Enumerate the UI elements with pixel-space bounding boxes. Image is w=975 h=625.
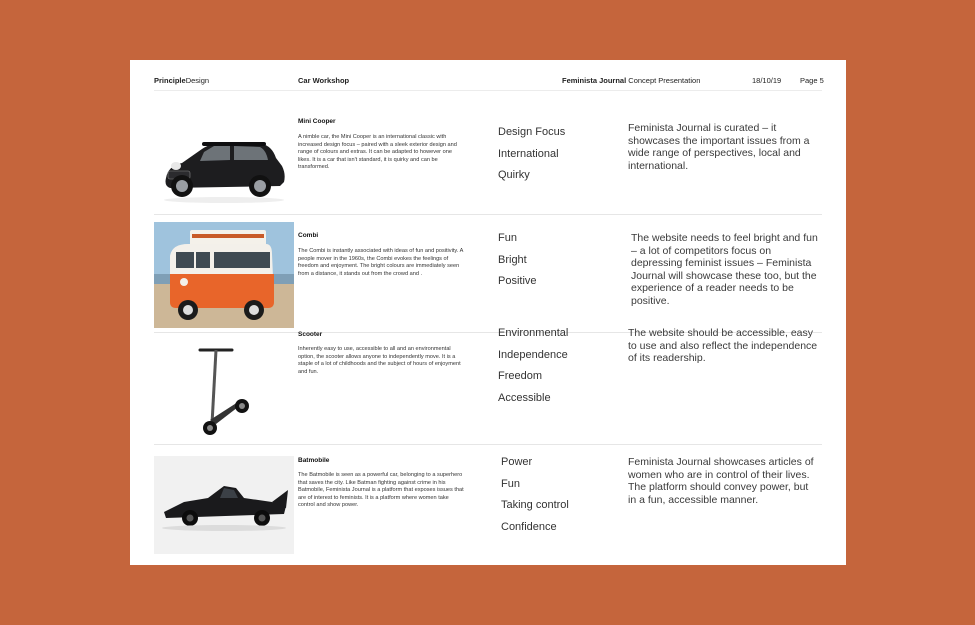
item-description: Inherently easy to use, accessible to all and an environmental option, the scooter allows anyone to independently move. It is a staple of a lot of childhoods and the subject of hours of enjoyment and fun. bbox=[298, 346, 461, 375]
client-label: Feminista Journal Concept Presentation bbox=[562, 76, 701, 85]
item-title: Scooter bbox=[298, 331, 323, 338]
keyword: Fun bbox=[498, 232, 517, 244]
item-description: The Combi is instantly associated with ideas of fun and positivity. A people mover in the 1960s, the Combi evokes the feelings of freedom and enjoyment. The bright colours are immediately seen from a distance, it stands out from the crowd and . bbox=[298, 248, 463, 277]
item-description: A nimble car, the Mini Cooper is an international classic with increased design focus – paired with a sleek exterior design and range of colours and extras. It can be adapted to however one likes. It is a car that isn't standard, it is quirky and can be transformed. bbox=[298, 134, 457, 171]
car-icon bbox=[154, 116, 294, 220]
keyword: International bbox=[498, 147, 559, 160]
keyword: Freedom bbox=[498, 370, 543, 382]
row-batmobile bbox=[154, 456, 834, 556]
keyword: Quirky bbox=[498, 169, 530, 181]
item-title: Mini Cooper bbox=[298, 118, 336, 125]
concept-statement: Feminista Journal showcases articles of women who are in control of their lives. The platform should convey power, but in a fun, accessible manner. bbox=[628, 456, 814, 506]
scooter-image bbox=[154, 338, 294, 442]
batmobile-icon bbox=[154, 456, 294, 554]
scooter-icon bbox=[154, 338, 294, 442]
combi-image bbox=[154, 222, 294, 328]
concept-statement: The website needs to feel bright and fun – a lot of competitors focus on depressing feminist issues – Feminista Journal will showcase these too, but the experience of a reader needs to be positive. bbox=[631, 232, 818, 307]
row-mini-cooper bbox=[154, 116, 834, 220]
keyword: Confidence bbox=[501, 520, 557, 533]
van-icon bbox=[154, 222, 294, 328]
item-description: The Batmobile is seen as a powerful car, belonging to a superhero that saves the city. Like Batman fighting against crime in his Batmobile, Feminista Journal is a platform that exposes issues that are of interest to feminists. It is a platform where women take control and show power. bbox=[298, 472, 464, 509]
row-combi bbox=[154, 222, 834, 328]
batmobile-image bbox=[154, 456, 294, 554]
header-divider bbox=[154, 90, 822, 91]
keyword: Taking control bbox=[501, 499, 569, 511]
keyword: Independence bbox=[498, 348, 568, 361]
keyword: Bright bbox=[498, 253, 527, 266]
keyword: Power bbox=[501, 456, 533, 468]
item-title: Batmobile bbox=[298, 457, 330, 464]
keyword-list bbox=[501, 456, 569, 542]
mini-cooper-image bbox=[154, 116, 294, 220]
keyword-list bbox=[498, 232, 537, 297]
keyword-list bbox=[498, 126, 565, 191]
row-divider bbox=[154, 214, 822, 215]
keyword: Design Focus bbox=[498, 126, 566, 138]
keyword: Accessible bbox=[498, 391, 551, 404]
item-title: Combi bbox=[298, 232, 319, 239]
keyword: Fun bbox=[501, 477, 520, 490]
presentation-sheet bbox=[130, 60, 846, 565]
row-divider bbox=[154, 444, 822, 445]
keyword-list bbox=[498, 327, 568, 413]
concept-statement: Feminista Journal is curated – it showcases the important issues from a wide range of perspectives, local and international. bbox=[628, 122, 810, 172]
keyword: Positive bbox=[498, 275, 537, 287]
page-number: Page 5 bbox=[800, 76, 824, 85]
row-scooter bbox=[154, 327, 834, 442]
date-label: 18/10/19 bbox=[752, 76, 782, 85]
project-label: Car Workshop bbox=[298, 76, 350, 85]
brand-label: PrincipleDesign bbox=[154, 76, 210, 85]
keyword: Environmental bbox=[498, 327, 569, 339]
concept-statement: The website should be accessible, easy to use and also reflect the independence of its readership. bbox=[628, 327, 818, 365]
